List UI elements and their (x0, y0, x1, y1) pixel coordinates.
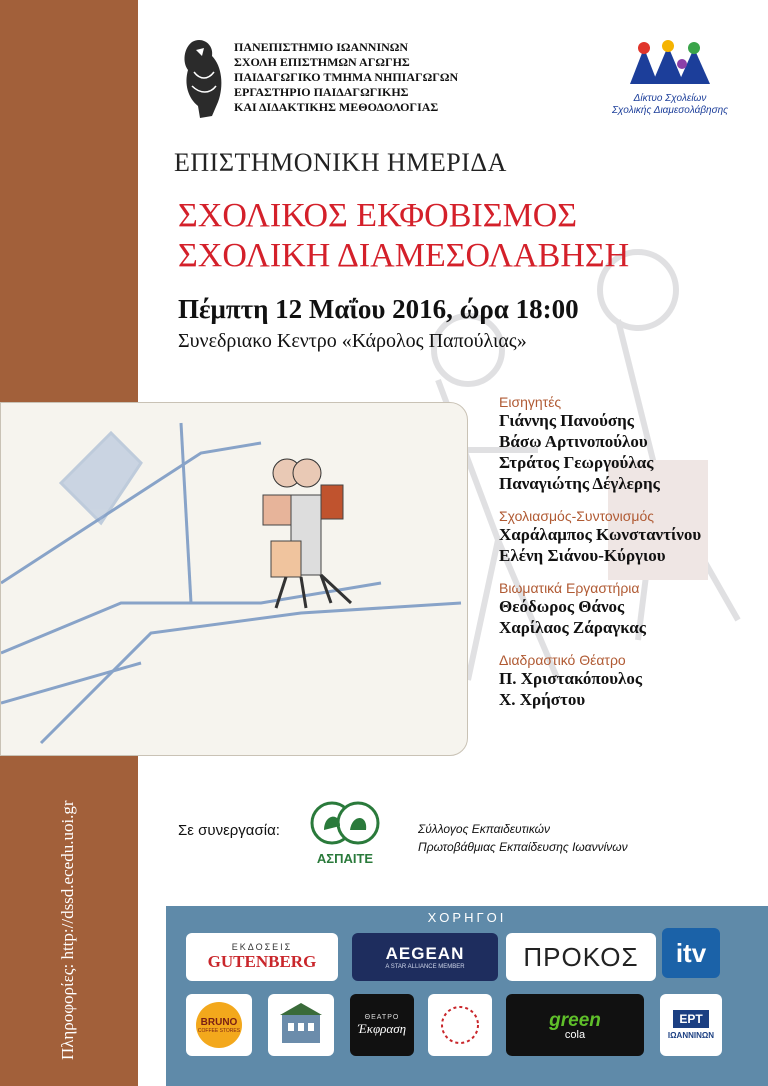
university-line: ΠΑΙΔΑΓΩΓΙΚΟ ΤΜΗΜΑ ΝΗΠΙΑΓΩΓΩΝ (234, 70, 459, 84)
association-line1: Σύλλογος Εκπαιδευτικών (418, 822, 551, 836)
person-name: Θεόδωρος Θάνος (499, 597, 625, 616)
title-line-2: ΣΧΟΛΙΚΗ ΔΙΑΜΕΣΟΛΑΒΗΣΗ (178, 237, 630, 274)
event-date: Πέμπτη 12 Μαΐου 2016, ώρα 18:00 (178, 294, 579, 324)
gutenberg-logo (186, 933, 338, 981)
university-line: ΠΑΝΕΠΙΣΤΗΜΙΟ ΙΩΑΝΝΙΝΩΝ (234, 40, 409, 54)
program-group (499, 580, 759, 638)
greencola-1: green (549, 1009, 601, 1031)
theatre-group-logo (428, 994, 492, 1056)
aspaite-emblem-icon (310, 800, 380, 846)
theatro-name: Έκφραση (357, 1020, 407, 1036)
painting-illustration (1, 403, 467, 755)
university-line: ΕΡΓΑΣΤΗΡΙΟ ΠΑΙΔΑΓΩΓΙΚΗΣ (234, 85, 409, 99)
person-name: Στράτος Γεωργούλας (499, 453, 654, 472)
gutenberg-top: ΕΚΔΟΣΕΙΣ (231, 942, 293, 952)
person-name: Χ. Χρήστου (499, 690, 586, 709)
event-venue: Συνεδριακο Κεντρο «Κάρολος Παπούλιας» (178, 330, 527, 352)
group-label: Βιωματικά Εργαστήρια (499, 580, 640, 596)
network-logo-line2: Σχολικής Διαμεσολάβησης (611, 105, 729, 116)
aegean-sub: A STAR ALLIANCE MEMBER (385, 964, 465, 970)
collaboration-label: Σε συνεργασία: (178, 822, 280, 839)
university-line: ΚΑΙ ΔΙΔΑΚΤΙΚΗΣ ΜΕΘΟΔΟΛΟΓΙΑΣ (234, 100, 439, 114)
green-cola-logo (506, 994, 644, 1056)
network-logo-line1: Δίκτυο Σχολείων (633, 93, 707, 104)
person-name: Παναγιώτης Δέγλερης (499, 474, 660, 493)
university-line: ΣΧΟΛΗ ΕΠΙΣΤΗΜΩΝ ΑΓΩΓΗΣ (234, 55, 410, 69)
children-painting (0, 402, 468, 756)
prokos-name: ΠΡΟΚΟΣ (523, 941, 639, 972)
group-label: Σχολιασμός-Συντονισμός (499, 508, 655, 524)
program-list (499, 380, 759, 710)
theatro-ekfrasi-logo (350, 994, 414, 1056)
aegean-logo (352, 933, 498, 981)
aspaite-label: ΑΣΠΑΙΤΕ (316, 851, 374, 866)
bruno-logo (186, 994, 252, 1056)
person-name: Ελένη Σιάνου-Κύργιου (499, 546, 666, 565)
person-name: Βάσω Αρτινοπούλου (499, 432, 648, 451)
program-group (499, 508, 759, 566)
bruno-name: BRUNO (200, 1016, 238, 1028)
theatro-top: ΘΕΑΤΡΟ (364, 1013, 400, 1021)
aspaite-logo (306, 800, 384, 868)
program-group (499, 652, 759, 710)
info-url-text: Πληροφορίες: http://dssd.ecedu.uoi.gr (58, 800, 77, 1060)
association-line2: Πρωτοβάθμιας Εκπαίδευσης Ιωαννίνων (418, 840, 628, 854)
greencola-2: cola (564, 1028, 586, 1041)
ert-2: ΙΩΑΝΝΙΝΩΝ (667, 1031, 715, 1040)
bruno-sub: COFFEE STORES (197, 1027, 241, 1034)
ert-logo (660, 994, 722, 1056)
bruno-badge-icon (196, 1002, 242, 1048)
person-name: Χαράλαμπος Κωνσταντίνου (499, 525, 702, 544)
ert-1: ΕΡΤ (673, 1010, 708, 1028)
theatre-circle-icon (435, 1000, 485, 1050)
group-label: Διαδραστικό Θέατρο (499, 652, 626, 668)
building-icon (276, 1001, 326, 1049)
gutenberg-name: GUTENBERG (207, 952, 317, 971)
itv-name: itv (675, 937, 707, 968)
prokos-logo (506, 933, 656, 981)
event-type: ΕΠΙΣΤΗΜΟΝΙΚΗ ΗΜΕΡΙΔΑ (174, 148, 507, 177)
program-group (499, 394, 759, 494)
partner-logo-building (268, 994, 334, 1056)
teachers-association (418, 820, 628, 856)
sponsors-band (166, 906, 768, 1086)
group-label: Εισηγητές (499, 394, 562, 410)
school-mediation-network-logo (600, 40, 740, 120)
itv-logo (662, 928, 720, 978)
aegean-name: AEGEAN (385, 944, 465, 963)
title-line-1: ΣΧΟΛΙΚΟΣ ΕΚΦΟΒΙΣΜΟΣ (178, 197, 578, 234)
network-logo-icon (622, 40, 718, 88)
university-info (234, 40, 458, 115)
person-name: Π. Χριστακόπουλος (499, 669, 643, 688)
person-name: Χαρίλαος Ζάραγκας (499, 618, 646, 637)
event-title (178, 196, 629, 276)
person-name: Γιάννης Πανούσης (499, 411, 634, 430)
sponsors-title: ΧΟΡΗΓΟΙ (427, 910, 507, 925)
owl-emblem-icon (178, 36, 226, 120)
